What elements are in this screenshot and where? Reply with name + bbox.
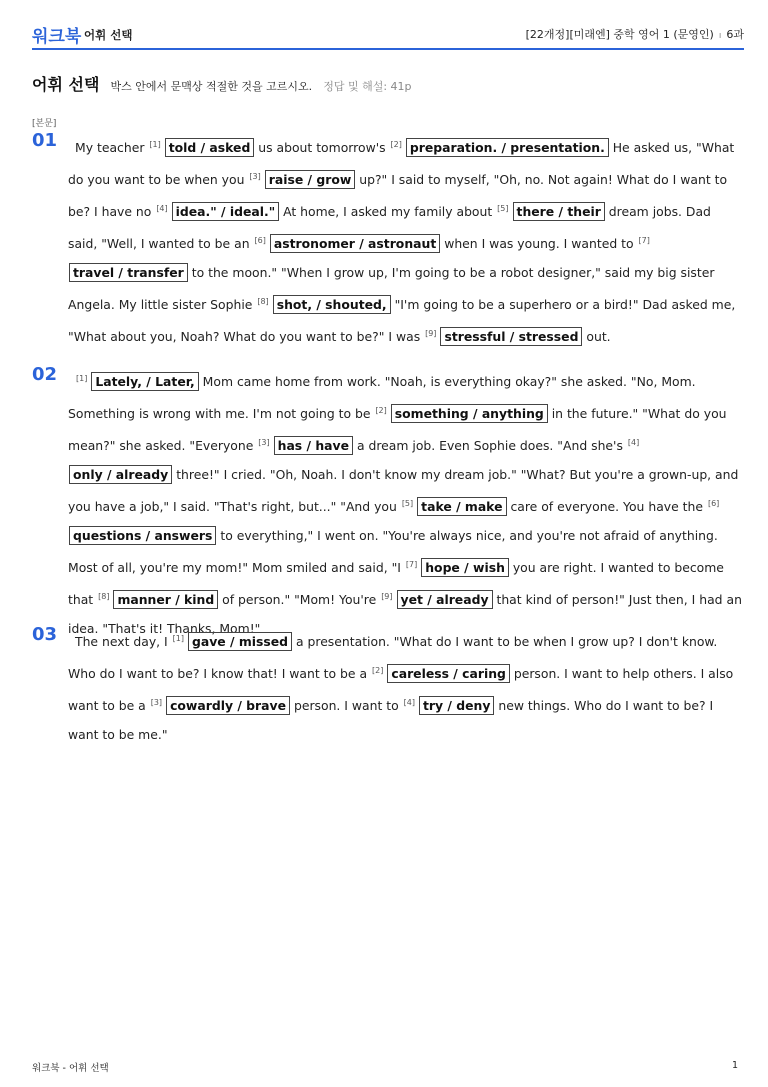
passage-text-run: The next day, I xyxy=(75,634,172,649)
question-marker: [7] xyxy=(405,560,418,569)
header-subtitle: 어휘 선택 xyxy=(84,28,133,42)
passage-text-run: "I'm going to be a superhero or a bird!" Dad asked me, "What about you, Noah? What do you want to be?" I was xyxy=(68,297,736,344)
choice-box[interactable]: has / have xyxy=(274,436,353,455)
choice-box[interactable]: cowardly / brave xyxy=(166,696,290,715)
passage-text-run: when I was young. I wanted to xyxy=(440,236,638,251)
passage-text-run: person. I want to xyxy=(290,698,403,713)
answer-reference: 정답 및 해설: 41p xyxy=(323,80,412,93)
question-marker: [5] xyxy=(497,204,509,213)
passage-text-run: to the moon." "When I grow up, I'm going to be a robot designer," said my big sister Angela. My little sister Sophie xyxy=(68,265,715,312)
passage-text-run: My teacher xyxy=(75,140,149,155)
question-marker: [1] xyxy=(149,140,161,149)
question-marker: [3] xyxy=(150,698,163,707)
question-marker: [2] xyxy=(390,140,402,149)
passage-number: 01 xyxy=(32,130,58,151)
passage-text-run: new things. Who do I want to be? I want to be me." xyxy=(68,698,714,742)
question-marker: [4] xyxy=(156,204,168,213)
question-marker: [8] xyxy=(98,592,110,601)
choice-box[interactable]: manner / kind xyxy=(113,590,218,609)
choice-box[interactable]: stressful / stressed xyxy=(440,327,582,346)
passage-text-run: person. I want to help others. I also want to be a xyxy=(68,666,734,713)
passage-text-run: care of everyone. You have the xyxy=(506,499,707,514)
question-marker: [3] xyxy=(258,438,270,447)
choice-box[interactable]: take / make xyxy=(417,497,506,516)
passage-text-run: At home, I asked my family about xyxy=(279,204,497,219)
question-marker: [2] xyxy=(372,666,384,675)
passage-text-run: in the future." "What do you mean?" she asked. "Everyone xyxy=(68,406,727,453)
choice-box[interactable]: travel / transfer xyxy=(69,263,188,282)
title-row xyxy=(32,72,412,95)
question-marker: [6] xyxy=(707,499,720,508)
choice-box[interactable]: yet / already xyxy=(397,590,493,609)
choice-box[interactable]: Lately, / Later, xyxy=(91,372,198,391)
question-marker: [9] xyxy=(381,592,393,601)
passage-text-run: dream jobs. Dad said, "Well, I wanted to be an xyxy=(68,204,711,251)
passage-text-run: out. xyxy=(582,329,611,344)
passage-text-run: three!" I cried. "Oh, Noah. I don't know my dream job." "What? But you're a grown-up, and you have a job," I said. "That's right, but..." "And you xyxy=(68,467,739,514)
passage-number: 03 xyxy=(32,624,58,645)
choice-box[interactable]: gave / missed xyxy=(188,632,292,651)
choice-box[interactable]: raise / grow xyxy=(265,170,356,189)
passage-text-run: of person." "Mom! You're xyxy=(218,592,381,607)
page-header xyxy=(32,18,744,50)
question-marker: [8] xyxy=(257,297,269,306)
choice-box[interactable]: there / their xyxy=(513,202,605,221)
header-separator: ı xyxy=(718,31,722,41)
passage-text xyxy=(68,624,744,749)
choice-box[interactable]: only / already xyxy=(69,465,172,484)
course-info xyxy=(526,26,744,42)
choice-box[interactable]: careless / caring xyxy=(387,664,510,683)
passage-text-run: us about tomorrow's xyxy=(254,140,390,155)
passage-text-run: Mom came home from work. "Noah, is everything okay?" she asked. "No, Mom. Something is wrong with me. I'm not going to be xyxy=(68,374,696,421)
passage-text-run: up?" I said to myself, "Oh, no. Not again! What do I want to be? I have no xyxy=(68,172,728,219)
question-marker: [2] xyxy=(375,406,387,415)
brand-title: 워크북 xyxy=(32,27,82,47)
question-marker: [1] xyxy=(172,634,184,643)
choice-box[interactable]: idea." / ideal." xyxy=(172,202,280,221)
choice-box[interactable]: told / asked xyxy=(165,138,255,157)
passage-text-run: that kind of person!" Just then, I had an idea. "That's it! Thanks, Mom!" xyxy=(68,592,742,636)
question-marker: [4] xyxy=(627,438,640,447)
choice-box[interactable]: hope / wish xyxy=(421,558,509,577)
choice-box[interactable]: questions / answers xyxy=(69,526,216,545)
passage-text xyxy=(68,364,744,643)
question-marker: [6] xyxy=(254,236,266,245)
choice-box[interactable]: try / deny xyxy=(419,696,494,715)
passage-text-run: a dream job. Even Sophie does. "And she's xyxy=(353,438,627,453)
page-number: 1 xyxy=(731,1060,738,1071)
question-marker: [5] xyxy=(401,499,414,508)
passage-number: 02 xyxy=(32,364,58,385)
course-name: [22개정][미래엔] 중학 영어 1 (문영인) xyxy=(525,28,714,41)
instruction-text: 박스 안에서 문맥상 적절한 것을 고르시오. xyxy=(110,80,313,93)
passage-text xyxy=(68,130,744,351)
question-marker: [9] xyxy=(425,329,437,338)
question-marker: [3] xyxy=(249,172,261,181)
choice-box[interactable]: astronomer / astronaut xyxy=(270,234,440,253)
passage-text-run: a presentation. "What do I want to be when I grow up? I don't know. Who do I want to be? I know that! I want to be a xyxy=(68,634,718,681)
footer-label: 워크북 - 어휘 선택 xyxy=(32,1063,109,1074)
passage-text-run: you are right. I wanted to become that xyxy=(68,560,724,607)
choice-box[interactable]: something / anything xyxy=(391,404,548,423)
passage-text-run: He asked us, "What do you want to be when you xyxy=(68,140,735,187)
lesson-label: 6과 xyxy=(726,28,744,41)
question-marker: [1] xyxy=(76,374,88,383)
choice-box[interactable]: shot, / shouted, xyxy=(273,295,391,314)
passage-text-run: to everything," I went on. "You're always nice, and you're not afraid of anything. Most of all, you're my mom!" Mom smiled and said, "I xyxy=(68,528,718,575)
choice-box[interactable]: preparation. / presentation. xyxy=(406,138,609,157)
question-marker: [7] xyxy=(638,236,650,245)
question-marker: [4] xyxy=(403,698,415,707)
section-tag: [본문] xyxy=(32,119,57,129)
page-title: 어휘 선택 xyxy=(32,75,100,94)
